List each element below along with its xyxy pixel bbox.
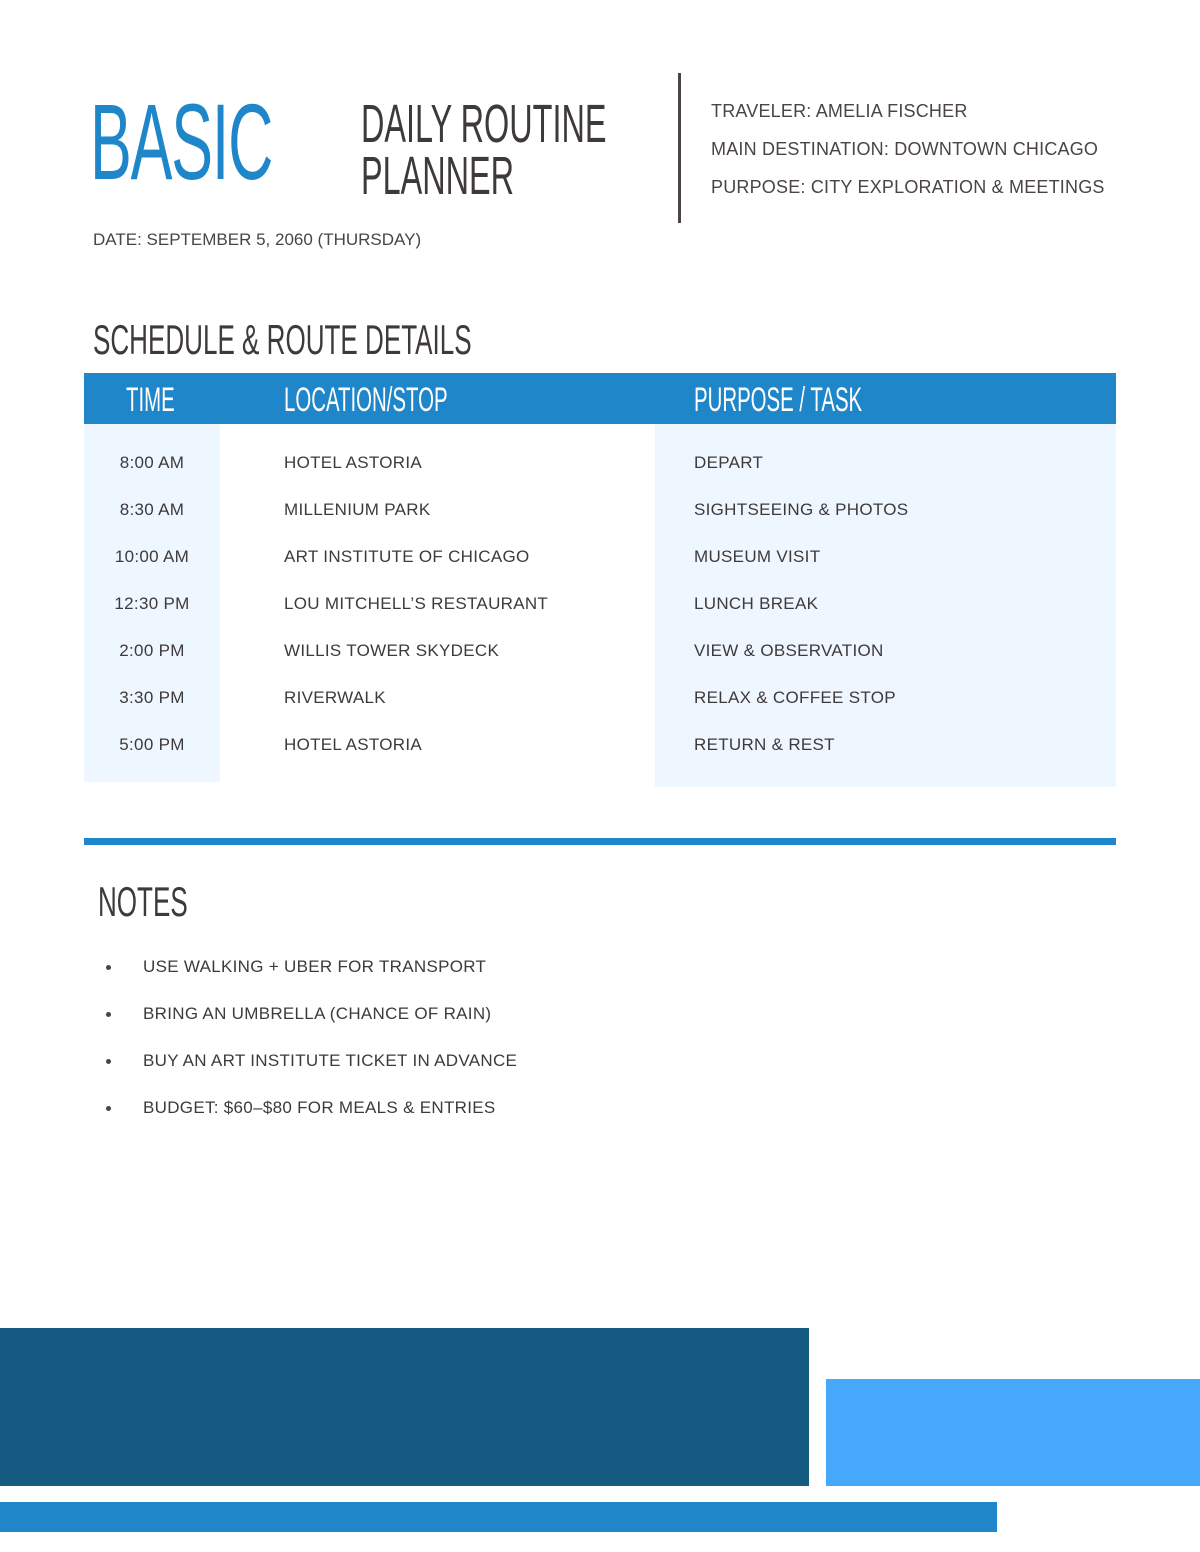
table-row [0,640,1200,670]
time-cell: 10:00 AM [114,547,190,566]
bullet-icon [106,1106,111,1111]
table-row [0,593,1200,623]
purpose-cell: RELAX & COFFEE STOP [694,688,896,707]
table-row [0,687,1200,717]
note-text: BRING AN UMBRELLA (CHANCE OF RAIN) [143,1004,492,1023]
date-line: DATE: SEPTEMBER 5, 2060 (THURSDAY) [93,230,422,249]
header-divider [678,73,681,223]
location-cell: MILLENIUM PARK [284,500,431,519]
purpose-cell: LUNCH BREAK [694,594,819,613]
footer-block-dark [0,1328,809,1486]
location-cell: RIVERWALK [284,688,386,707]
location-cell: WILLIS TOWER SKYDECK [284,641,500,660]
schedule-heading: SCHEDULE & ROUTE DETAILS [93,316,472,363]
note-text: BUY AN ART INSTITUTE TICKET IN ADVANCE [143,1051,518,1070]
time-cell: 8:00 AM [119,453,185,472]
purpose-info: PURPOSE: CITY EXPLORATION & MEETINGS [711,177,1105,197]
page-title-line-1: DAILY ROUTINE [361,94,607,154]
list-item [0,1050,1200,1076]
purpose-cell: SIGHTSEEING & PHOTOS [694,500,909,519]
bullet-icon [106,1059,111,1064]
page-title [361,94,607,206]
bullet-icon [106,965,111,970]
purpose-cell: MUSEUM VISIT [694,547,821,566]
footer-block-light [826,1379,1200,1486]
purpose-cell: RETURN & REST [694,735,835,754]
section-divider [84,838,1116,845]
column-header-purpose: PURPOSE / TASK [694,381,863,419]
table-row [0,499,1200,529]
location-cell: ART INSTITUTE OF CHICAGO [284,547,530,566]
time-cell: 3:30 PM [119,688,185,707]
location-cell: LOU MITCHELL’S RESTAURANT [284,594,549,613]
purpose-cell: VIEW & OBSERVATION [694,641,884,660]
purpose-cell: DEPART [694,453,764,472]
column-header-time: TIME [126,381,175,419]
time-cell: 2:00 PM [119,641,185,660]
column-header-location: LOCATION/STOP [284,381,448,419]
footer-strip [0,1502,997,1532]
notes-heading: NOTES [98,878,188,925]
brand-word: BASIC [90,81,273,202]
table-row [0,734,1200,764]
table-row [0,546,1200,576]
list-item [0,1003,1200,1029]
location-cell: HOTEL ASTORIA [284,453,423,472]
note-text: USE WALKING + UBER FOR TRANSPORT [143,957,487,976]
traveler-info: TRAVELER: AMELIA FISCHER [711,101,968,121]
time-cell: 8:30 AM [119,500,185,519]
page-title-line-2: PLANNER [361,146,515,206]
bullet-icon [106,1012,111,1017]
table-row [0,452,1200,482]
note-text: BUDGET: $60–$80 FOR MEALS & ENTRIES [143,1098,496,1117]
time-cell: 12:30 PM [114,594,190,613]
list-item [0,956,1200,982]
schedule-table-header [84,373,1116,424]
list-item [0,1097,1200,1123]
location-cell: HOTEL ASTORIA [284,735,423,754]
time-cell: 5:00 PM [119,735,185,754]
destination-info: MAIN DESTINATION: DOWNTOWN CHICAGO [711,139,1099,159]
